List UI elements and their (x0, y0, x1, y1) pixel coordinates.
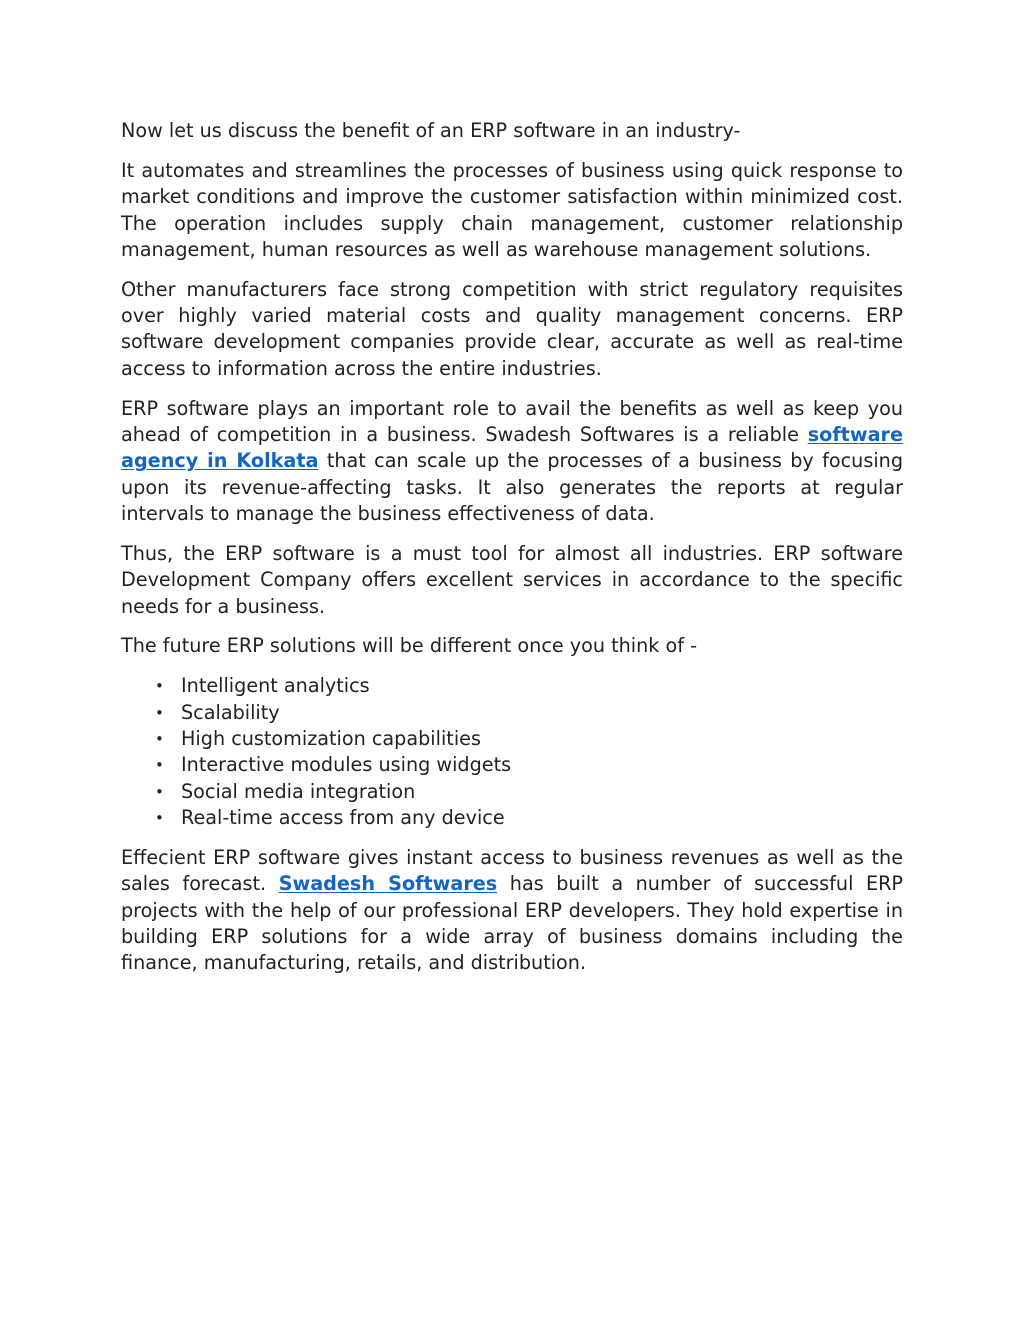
list-item (121, 700, 903, 726)
bullet-icon: • (155, 677, 164, 696)
bullet-icon: • (155, 756, 164, 775)
efficient-erp-text-before: Effecient ERP software gives instant access to business revenues as well as the sales forecast. (121, 845, 903, 896)
software-agency-link[interactable]: software agency in Kolkata (121, 422, 903, 473)
list-item-label: Intelligent analytics (181, 674, 370, 698)
bullet-icon: • (155, 703, 164, 722)
list-item (121, 726, 903, 752)
list-item-label: Scalability (181, 700, 280, 724)
list-item (121, 673, 903, 699)
list-item-label: Interactive modules using widgets (181, 753, 512, 777)
document-page (121, 118, 903, 990)
competition-paragraph: Other manufacturers face strong competition with strict regulatory requisites over highly varied material costs and quality management concerns. ERP software development companies provide clear, accurate as well as real-time access to information across the entire industries. (121, 277, 903, 380)
erp-role-text-after: that can scale up the processes of a business by focusing upon its revenue-affecting tasks. It also generates the reports at regular intervals to manage the business effectiveness of data. (121, 449, 903, 526)
swadesh-softwares-link[interactable]: Swadesh Softwares (278, 872, 498, 896)
list-item (121, 805, 903, 831)
future-features-list (121, 673, 903, 831)
erp-role-text-before: ERP software plays an important role to avail the benefits as well as keep you ahead of competition in a business. Swadesh Softwares is a reliable (121, 396, 903, 446)
automation-paragraph: It automates and streamlines the processes of business using quick response to market conditions and improve the customer satisfaction within minimized cost. The operation includes supply chain management, customer relationship management, human resources as well as warehouse management solutions. (121, 158, 903, 261)
efficient-erp-text-after: has built a number of successful ERP projects with the help of our professional ERP developers. They hold expertise in building ERP solutions for a wide array of business domains including the finance, manufacturing, retails, and distribution. (121, 872, 903, 975)
intro-paragraph: Now let us discuss the benefit of an ERP software in an industry- (121, 119, 741, 142)
must-tool-paragraph: Thus, the ERP software is a must tool for almost all industries. ERP software Development Company offers excellent services in accordance to the specific needs for a business. (121, 541, 903, 618)
list-item-label: Real-time access from any device (181, 806, 505, 830)
list-item (121, 779, 903, 805)
efficient-erp-paragraph (121, 845, 903, 977)
list-item-label: Social media integration (181, 779, 416, 803)
list-item (121, 752, 903, 778)
future-list-intro: The future ERP solutions will be different once you think of - (121, 634, 698, 658)
list-item-label: High customization capabilities (181, 726, 481, 750)
erp-role-paragraph (121, 396, 903, 528)
bullet-icon: • (155, 809, 164, 828)
bullet-icon: • (155, 729, 164, 748)
bullet-icon: • (155, 782, 164, 801)
